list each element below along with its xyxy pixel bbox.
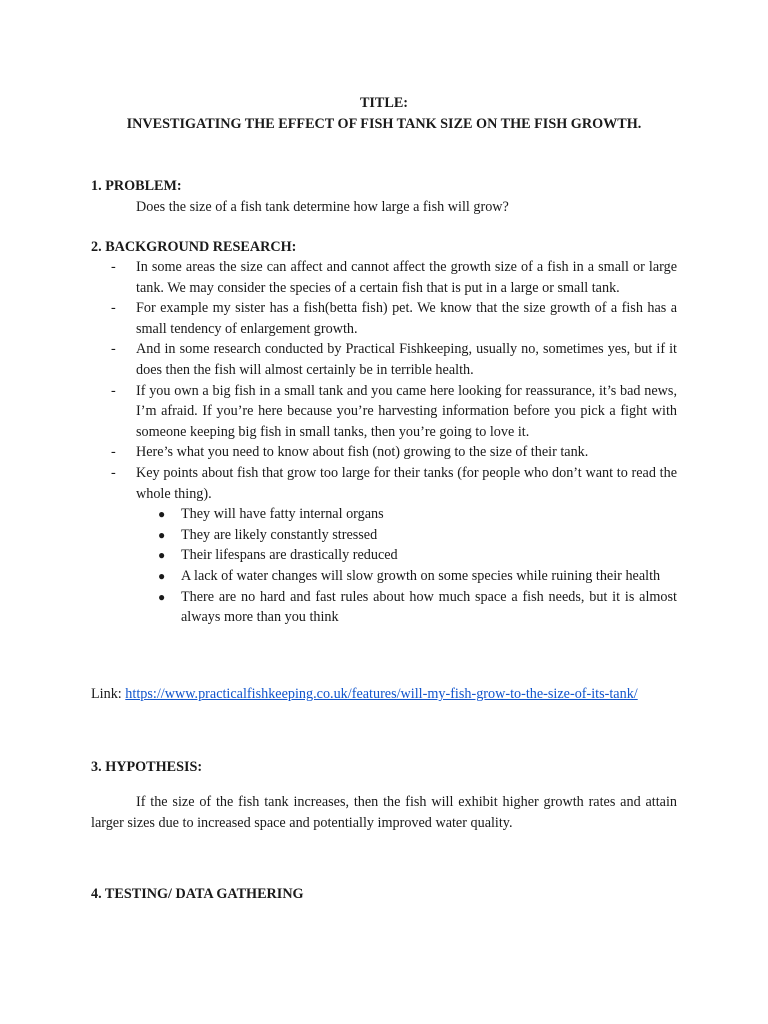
list-item	[91, 463, 677, 628]
key-point-item	[136, 504, 677, 525]
title-label: TITLE:	[359, 95, 409, 111]
problem-heading: 1. PROBLEM:	[91, 178, 182, 194]
reference-link[interactable]: https://www.practicalfishkeeping.co.uk/features/will-my-fish-grow-to-the-size-of-its-tank/	[125, 686, 638, 702]
document-title: INVESTIGATING THE EFFECT OF FISH TANK SIZE ON THE FISH GROWTH.	[126, 116, 642, 132]
link-label: Link:	[91, 686, 126, 702]
key-point-item	[136, 587, 677, 628]
list-item-text: For example my sister has a fish(betta fish) pet. We know that the size growth of a fish has a small tendency of enlargement growth.	[136, 300, 677, 337]
problem-text: Does the size of a fish tank determine how large a fish will grow?	[136, 199, 509, 215]
list-item-text: Key points about fish that grow too large for their tanks (for people who don’t want to read the whole thing).	[136, 464, 677, 502]
dot-bullet: ●	[158, 548, 166, 563]
key-point-text: They are likely constantly stressed	[181, 526, 378, 543]
list-item	[91, 298, 677, 339]
reference-link-row	[91, 684, 638, 705]
key-point-text: Their lifespans are drastically reduced	[181, 547, 398, 564]
list-item	[91, 381, 677, 443]
list-item-text: If you own a big fish in a small tank and you came here looking for reassurance, it’s bad news, I’m afraid. If you’re here because you’re harvesting information before you pick a fight with someone keeping big fish in small tanks, then you’re going to love it.	[136, 382, 677, 440]
background-heading: 2. BACKGROUND RESEARCH:	[91, 239, 297, 255]
dash-bullet: -	[111, 382, 116, 399]
key-point-text: A lack of water changes will slow growth on some species while ruining their health	[181, 567, 661, 584]
list-item-text: Here’s what you need to know about fish (not) growing to the size of their tank.	[136, 444, 589, 461]
dash-bullet: -	[111, 300, 116, 317]
key-point-item	[136, 525, 677, 546]
dot-bullet: ●	[158, 589, 166, 604]
list-item	[91, 442, 677, 463]
key-point-item	[136, 566, 677, 587]
list-item-text: And in some research conducted by Practical Fishkeeping, usually no, sometimes yes, but if it does then the fish will almost certainly be in terrible health.	[136, 341, 677, 378]
hypothesis-text: If the size of the fish tank increases, then the fish will exhibit higher growth rates and attain larger sizes due to increased space and potentially improved water quality.	[91, 794, 677, 831]
list-item	[91, 257, 677, 298]
dash-bullet: -	[111, 444, 116, 461]
dot-bullet: ●	[158, 527, 166, 542]
background-list	[91, 257, 677, 628]
key-points-list	[136, 504, 677, 628]
key-point-item	[136, 545, 677, 566]
dot-bullet: ●	[158, 568, 166, 583]
hypothesis-heading: 3. HYPOTHESIS:	[91, 759, 203, 775]
list-item-text: In some areas the size can affect and cannot affect the growth size of a fish in a small or large tank. We may consider the species of a certain fish that is put in a large or small tank.	[136, 259, 677, 296]
testing-heading: 4. TESTING/ DATA GATHERING	[91, 886, 304, 902]
key-point-text: There are no hard and fast rules about how much space a fish needs, but it is almost always more than you think	[181, 588, 677, 626]
dot-bullet: ●	[158, 507, 166, 522]
dash-bullet: -	[111, 341, 116, 358]
dash-bullet: -	[111, 464, 116, 481]
list-item	[91, 339, 677, 380]
key-point-text: They will have fatty internal organs	[181, 506, 384, 523]
dash-bullet: -	[111, 259, 116, 275]
